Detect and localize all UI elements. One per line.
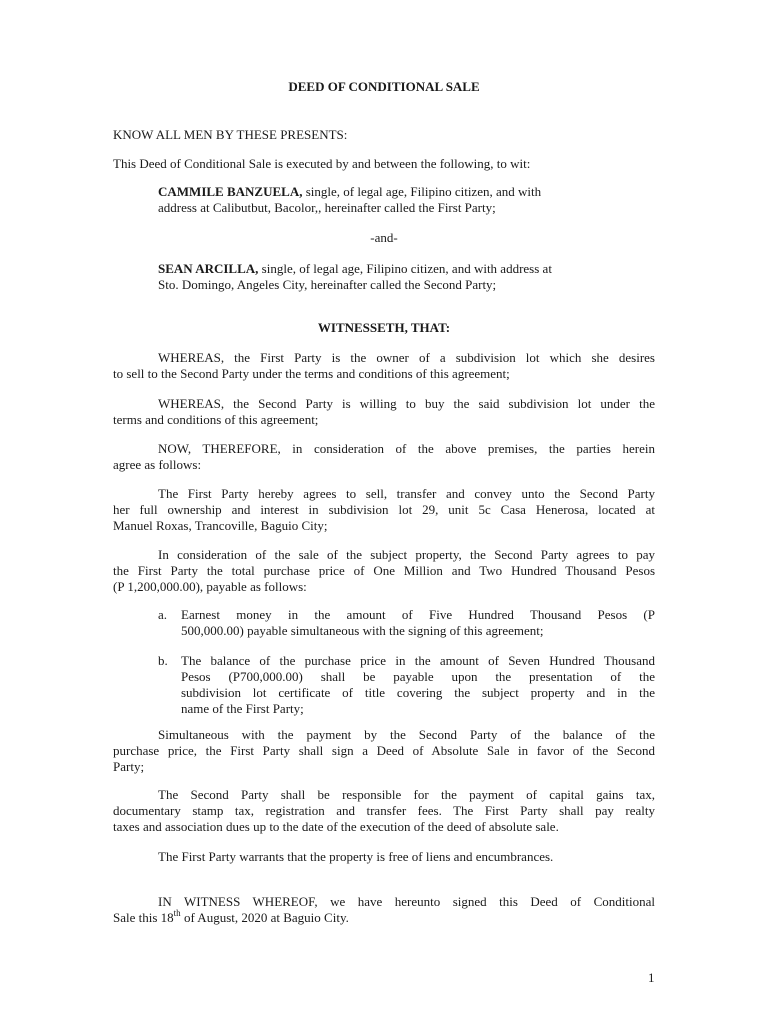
second-party-line1 (158, 261, 552, 277)
warranty-paragraph: The First Party warrants that the property is free of liens and encumbrances. (158, 849, 554, 864)
simultaneous-paragraph (113, 727, 655, 775)
paragraph-line: Party; (113, 759, 145, 774)
paragraph-line: terms and conditions of this agreement; (113, 412, 319, 427)
paragraph-line: WHEREAS, the Second Party is willing to buy the said subdivision lot under the (158, 396, 655, 411)
paragraph-line: IN WITNESS WHEREOF, we have hereunto signed this Deed of Conditional (158, 894, 655, 909)
paragraph-line: WHEREAS, the First Party is the owner of a subdivision lot which she desires (158, 350, 655, 365)
in-witness-paragraph (113, 894, 655, 926)
witness-date-line (113, 907, 655, 926)
agreement-to-sell-paragraph (113, 486, 655, 534)
paragraph-line: In consideration of the sale of the subject property, the Second Party agrees to pay (158, 547, 655, 562)
whereas-second-paragraph (113, 396, 655, 428)
paragraph-line: purchase price, the First Party shall sign a Deed of Absolute Sale in favor of the Second (113, 743, 655, 758)
paragraph-line: to sell to the Second Party under the terms and conditions of this agreement; (113, 366, 510, 381)
ordinal-suffix: th (173, 907, 181, 918)
paragraph-line: The First Party hereby agrees to sell, transfer and convey unto the Second Party (158, 486, 655, 501)
paragraph-line: Simultaneous with the payment by the Second Party of the balance of the (158, 727, 655, 742)
first-party-details: single, of legal age, Filipino citizen, and with (302, 184, 542, 199)
first-party-line2: address at Calibutbut, Bacolor,, hereinafter called the First Party; (158, 200, 496, 215)
know-all-line: KNOW ALL MEN BY THESE PRESENTS: (113, 127, 348, 142)
item-b-text (181, 653, 655, 717)
intro-line: This Deed of Conditional Sale is executed by and between the following, to wit: (113, 156, 531, 171)
list-line: 500,000.00) payable simultaneous with the signing of this agreement; (181, 623, 544, 638)
paragraph-line: The Second Party shall be responsible for the payment of capital gains tax, (158, 787, 655, 802)
paragraph-line: taxes and association dues up to the date of the execution of the deed of absolute sale. (113, 819, 559, 834)
whereas-first-paragraph (113, 350, 655, 382)
first-party-line1 (158, 184, 541, 200)
paragraph-line: documentary stamp tax, registration and transfer fees. The First Party shall pay realty (113, 803, 655, 818)
paragraph-line: her full ownership and interest in subdivision lot 29, unit 5c Casa Henerosa, located at (113, 502, 655, 517)
witness-date-suffix: of August, 2020 at Baguio City. (180, 910, 349, 925)
paragraph-line: the First Party the total purchase price of One Million and Two Hundred Thousand Pesos (113, 563, 655, 578)
witnesseth-heading: WITNESSETH, THAT: (317, 320, 451, 335)
witness-date-prefix: Sale this 18 (113, 910, 174, 925)
list-line: subdivision lot certificate of title covering the subject property and in the (181, 685, 655, 700)
paragraph-line: NOW, THEREFORE, in consideration of the above premises, the parties herein (158, 441, 655, 456)
list-line: Pesos (P700,000.00) shall be payable upon the presentation of the (181, 669, 655, 684)
document-title: DEED OF CONDITIONAL SALE (288, 79, 480, 94)
consideration-paragraph (113, 547, 655, 595)
second-party-name: SEAN ARCILLA, (158, 261, 259, 276)
item-a-text (181, 607, 655, 639)
now-therefore-paragraph (113, 441, 655, 473)
second-party-line2: Sto. Domingo, Angeles City, hereinafter called the Second Party; (158, 277, 497, 292)
item-b-marker: b. (158, 653, 168, 668)
list-line: The balance of the purchase price in the amount of Seven Hundred Thousand (181, 653, 655, 668)
first-party-name: CAMMILE BANZUELA, (158, 184, 303, 199)
second-party-details: single, of legal age, Filipino citizen, and with address at (258, 261, 552, 276)
item-a-marker: a. (158, 607, 168, 622)
paragraph-line: (P 1,200,000.00), payable as follows: (113, 579, 307, 594)
and-separator: -and- (370, 230, 398, 245)
list-line: name of the First Party; (181, 701, 304, 716)
page-number: 1 (648, 970, 655, 985)
taxes-responsibility-paragraph (113, 787, 655, 835)
paragraph-line: agree as follows: (113, 457, 202, 472)
paragraph-line: Manuel Roxas, Trancoville, Baguio City; (113, 518, 328, 533)
list-line: Earnest money in the amount of Five Hundred Thousand Pesos (P (181, 607, 655, 622)
